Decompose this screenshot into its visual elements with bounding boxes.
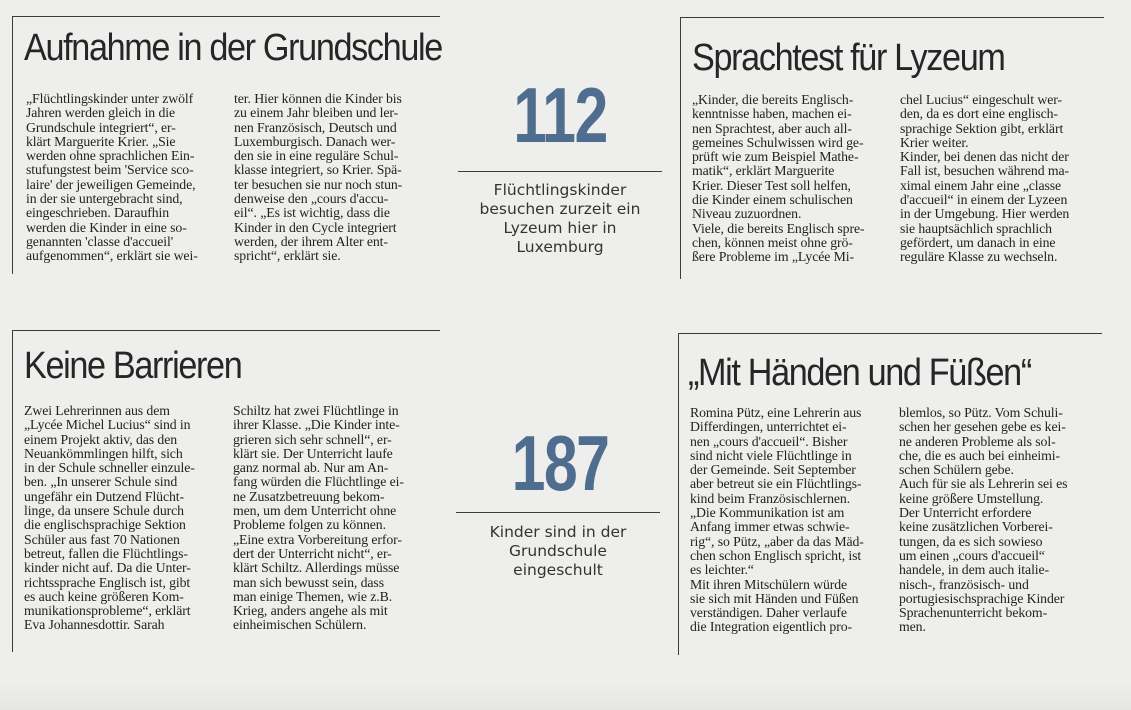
section-rule: [678, 333, 1102, 334]
article-column: „Kinder, die bereits Englisch- kenntnisse haben, machen ei- nen Sprachtest, aber auch all- gemeines Schulwissen wird ge- prüft wie zum Beispiel Mathe- matik“, erklärt Marguerite Krier. Dieser Test soll helfen, die Kinder einem schulischen Niveau zuzuordnen. Viele, die bereits Englisch spre- chen, können meist ohne grö- ßere Probleme im „Lycée Mi-: [692, 92, 865, 265]
stat-number: 187: [511, 419, 609, 507]
stat-caption: Kinder sind in der Grundschule eingeschult: [489, 523, 627, 579]
stat-number: 112: [513, 71, 607, 159]
headline-keine-barrieren: Keine Barrieren: [24, 345, 242, 387]
stat-caption: Flüchtlingskinder besuchen zurzeit ein Lyzeum hier in Luxemburg: [479, 181, 641, 256]
article-column: Romina Pütz, eine Lehrerin aus Differdingen, unterrichtet ei- nen „cours d'accueil“. Bisher sind nicht viele Flüchtlinge in der Gemeinde. Seit September aber betreut sie ein Flüchtlings- kind beim Französischlernen. „Die Kommunikation ist am Anfang immer etwas schwie- rig“, so Pütz, „aber da das Mäd- chen schon Englisch spricht, ist es leichter.“ Mit ihren Mitschülern würde sie sich mit Händen und Füßen verständigen. Daher verlaufe die Integration eigentlich pro-: [690, 405, 864, 635]
section-rule: [12, 330, 440, 331]
article-column: ter. Hier können die Kinder bis zu einem Jahr bleiben und ler- nen Französisch, Deutsch und Luxemburgisch. Danach wer- den sie in eine reguläre Schul- klasse integriert, so Krier. Spä- ter besuchen sie nur noch stun- denweise den „cours d'accu- eil“. „Es ist wichtig, dass die Kinder in den Cycle integriert werden, der ihrem Alter ent- spricht“, erklärt sie.: [234, 91, 403, 264]
page-bottom-edge: [0, 682, 1131, 710]
article-column: „Flüchtlingskinder unter zwölf Jahren werden gleich in die Grundschule integriert“, er- klärt Marguerite Krier. „Sie werden ohne sprachlichen Ein- stufungstest beim 'Service sco- laire' der jeweiligen Gemeinde, in der sie untergebracht sind, eingeschrieben. Daraufhin werden die Kinder in eine so- genannten 'classe d'accueil' aufgenommen“, erklärt sie wei-: [26, 91, 198, 264]
headline-haenden-fuessen: „Mit Händen und Füßen“: [688, 352, 1031, 394]
section-rule: [12, 16, 440, 17]
section-vrule: [678, 333, 679, 655]
section-rule: [680, 17, 1104, 18]
article-column: blemlos, so Pütz. Vom Schuli- schen her gesehen gebe es kei- ne anderen Probleme als sol- che, die es auch bei einheimi- schen Schülern gebe. Auch für sie als Lehrerin sei es keine größere Umstellung. Der Unterricht erfordere keine zusätzlichen Vorberei- tungen, da es sich sowieso um einen „cours d'accueil“ handele, in dem auch italie- nisch-, französisch- und portugiesischsprachige Kinder Sprachenunterricht bekom- men.: [899, 405, 1068, 635]
article-column: chel Lucius“ eingeschult wer- den, da es dort eine englisch- sprachige Sektion gibt, erklärt Krier weiter. Kinder, bei denen das nicht der Fall ist, besuchen während ma- ximal einem Jahr eine „classe d'accueil“ in einem der Lyzeen in der Umgebung. Hier werden sie hauptsächlich sprachlich gefördert, um danach in eine reguläre Klasse zu wechseln.: [900, 92, 1070, 265]
article-column: Zwei Lehrerinnen aus dem „Lycée Michel Lucius“ sind in einem Projekt aktiv, das den Neuankömmlingen hilft, sich in der Schule schneller einzule- ben. „In unserer Schule sind ungefähr ein Dutzend Flücht- linge, da unsere Schule durch die englischsprachige Sektion Schüler aus fast 70 Nationen betreut, fallen die Flüchtlings- kinder nicht auf. Da die Unter- richtssprache Englisch ist, gibt es auch keine größeren Kom- munikationsprobleme“, erklärt Eva Johannesdottir. Sarah: [24, 403, 195, 633]
article-column: Schiltz hat zwei Flüchtlinge in ihrer Klasse. „Die Kinder inte- grieren sich sehr schnell“, er- klärt sie. Der Unterricht laufe ganz normal ab. Nur am An- fang würden die Flüchtlinge ei- ne Zusatzbetreuung bekom- men, um dem Unterricht ohne Probleme folgen zu können. „Eine extra Vorbereitung erfor- dert der Unterricht nicht“, er- klärt Schiltz. Allerdings müsse man sich bewusst sein, dass man einige Themen, wie z.B. Krieg, anders angehe als mit einheimischen Schülern.: [233, 403, 404, 633]
stat-rule: [458, 171, 662, 172]
headline-aufnahme: Aufnahme in der Grundschule: [24, 27, 442, 69]
section-vrule: [680, 17, 681, 279]
stat-rule: [456, 512, 660, 513]
section-vrule: [12, 330, 13, 652]
section-vrule: [12, 16, 13, 274]
headline-sprachtest: Sprachtest für Lyzeum: [692, 37, 1005, 79]
